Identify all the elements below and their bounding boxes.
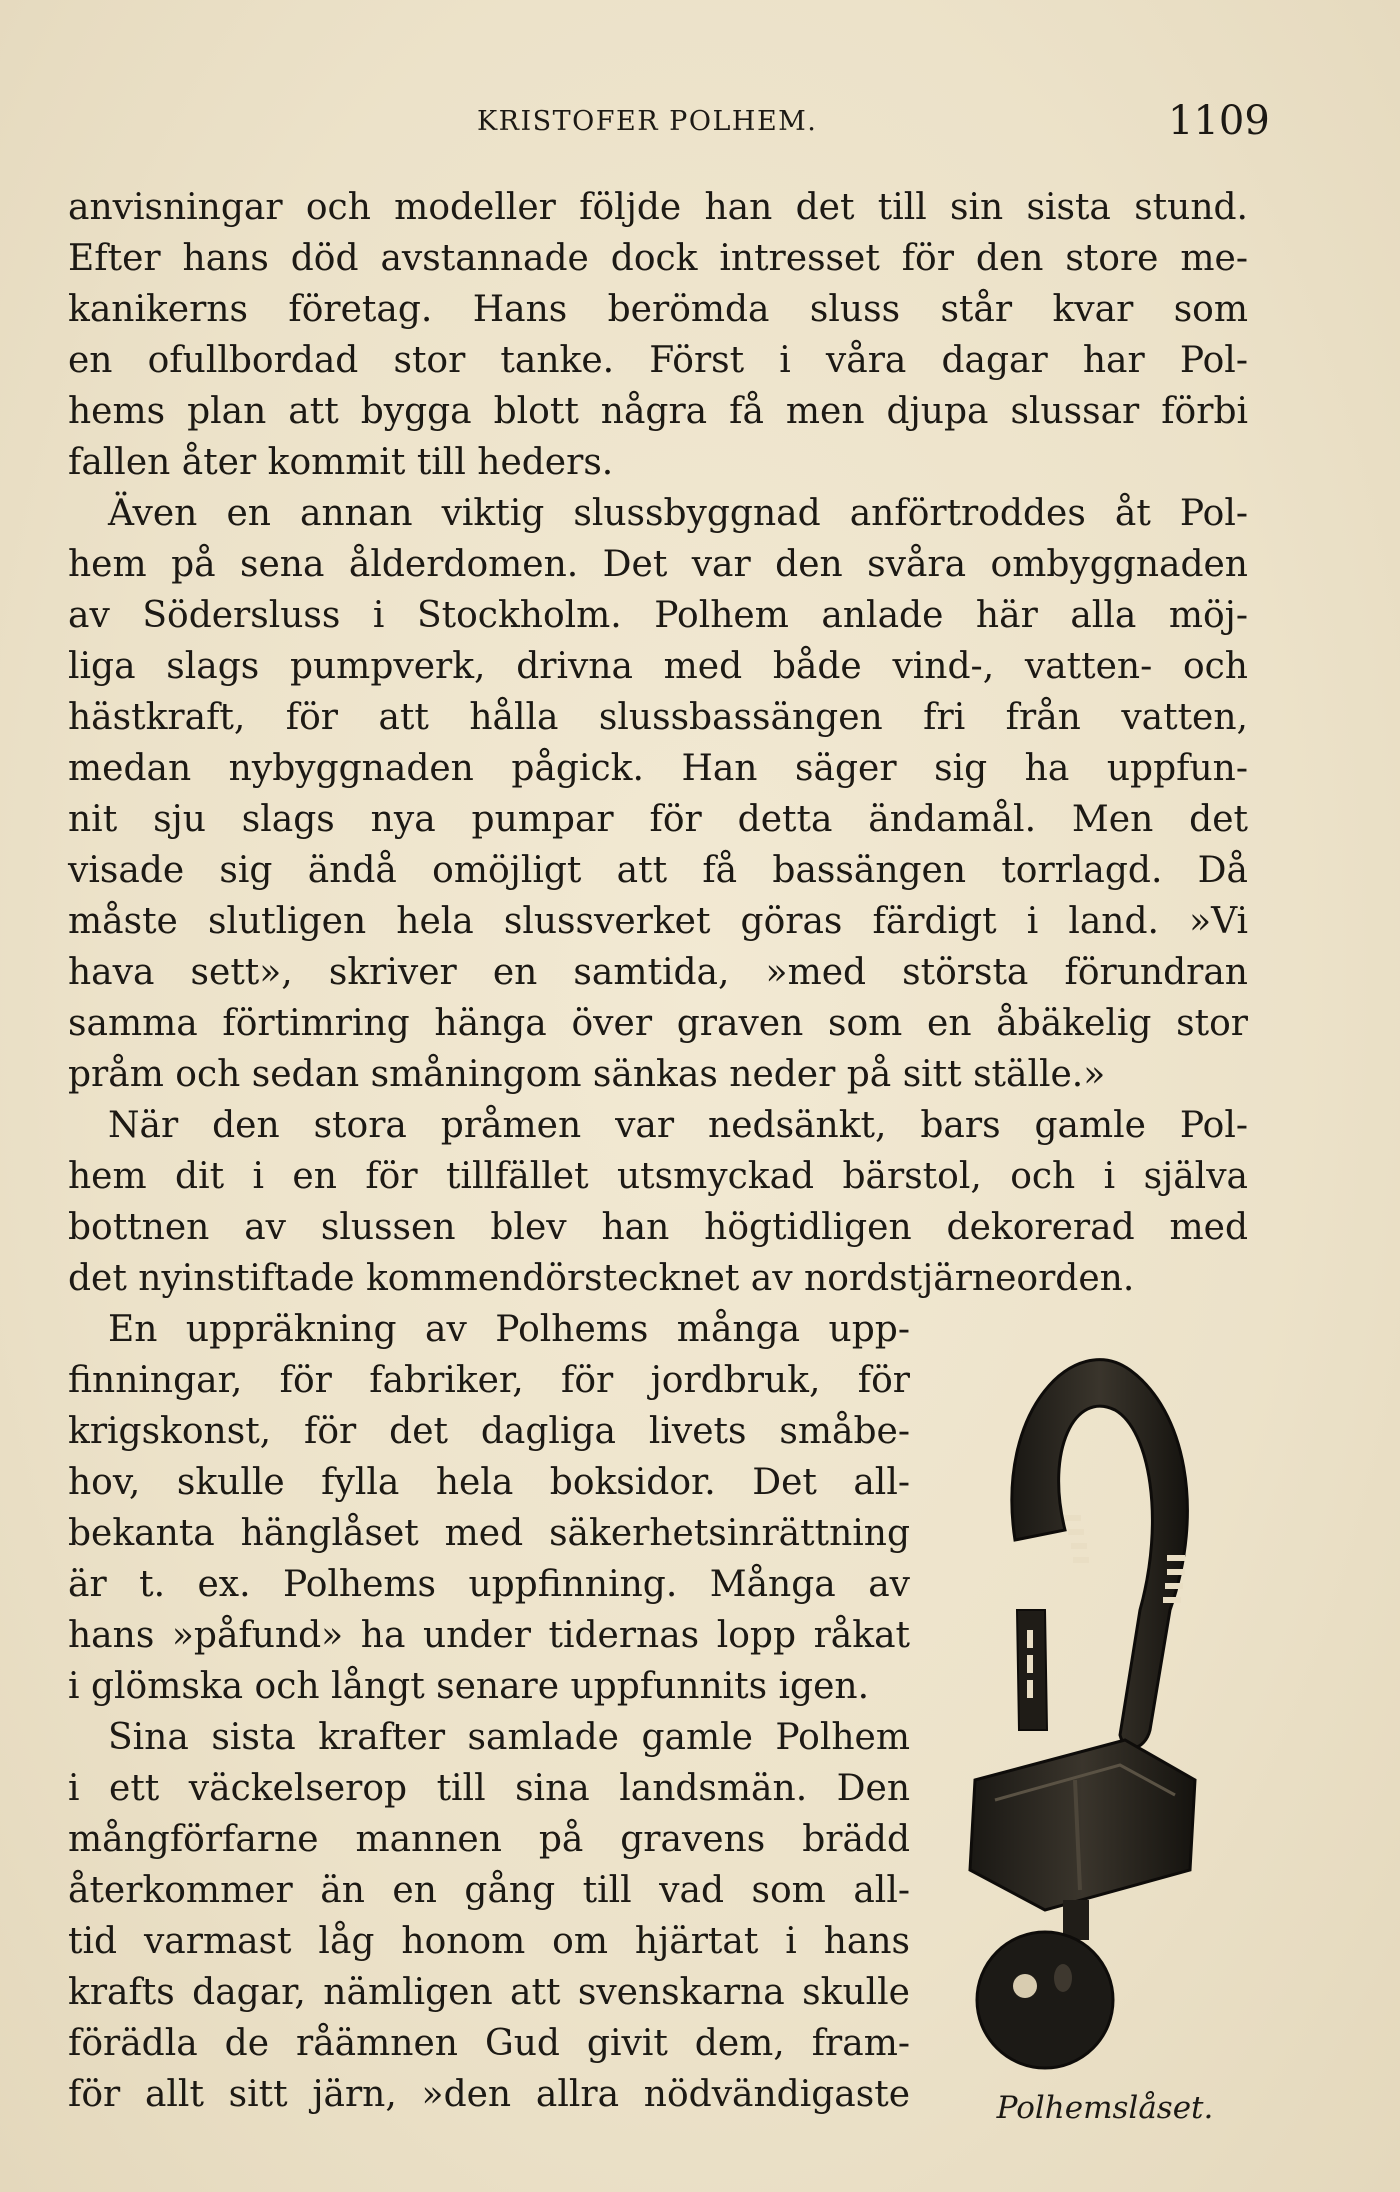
padlock-illustration: [955, 1310, 1255, 2080]
text-line: hem dit i en för tillfället utsmyckad bärstol, och i själva: [68, 1156, 1248, 1197]
text-line: hov, skulle fylla hela boksidor. Det all-: [68, 1462, 910, 1503]
paragraph-5: [68, 1712, 910, 2120]
text-line: krigskonst, för det dagliga livets småbe-: [68, 1411, 910, 1452]
paragraph-2: [68, 488, 1248, 1100]
text-line: för allt sitt järn, »den allra nödvändigaste: [68, 2074, 910, 2115]
lock-neck: [1063, 1900, 1089, 1940]
text-line: visade sig ändå omöjligt att få bassängen torrlagd. Då: [68, 850, 1248, 891]
text-line: bottnen av slussen blev han högtidligen dekorerad med: [68, 1207, 1248, 1248]
text-line: krafts dagar, nämligen att svenskarna skulle: [68, 1972, 910, 2013]
text-line: Även en annan viktig slussbyggnad anförtroddes åt Pol-: [108, 493, 1248, 534]
paragraph-4: [68, 1304, 910, 1712]
text-line: Sina sista krafter samlade gamle Polhem: [108, 1717, 910, 1758]
text-line: medan nybyggnaden pågick. Han säger sig ha uppfun-: [68, 748, 1248, 789]
text-line: finningar, för fabriker, för jordbruk, för: [68, 1360, 910, 1401]
text-line: hans »påfund» ha under tidernas lopp råkat: [68, 1615, 910, 1656]
text-line: När den stora pråmen var nedsänkt, bars gamle Pol-: [108, 1105, 1248, 1146]
text-line: anvisningar och modeller följde han det till sin sista stund.: [68, 187, 1248, 228]
text-line: förädla de råämnen Gud givit dem, fram-: [68, 2023, 910, 2064]
text-line: liga slags pumpverk, drivna med både vind-, vatten- och: [68, 646, 1248, 687]
text-line: i ett väckelserop till sina landsmän. Den: [68, 1768, 910, 1809]
lock-body-shape: [970, 1740, 1195, 1910]
text-line: av Södersluss i Stockholm. Polhem anlade här alla möj-: [68, 595, 1248, 636]
text-line: hava sett», skriver en samtida, »med största förundran: [68, 952, 1248, 993]
lock-knob: [977, 1932, 1113, 2068]
figure-caption: Polhemslåset.: [996, 2090, 1214, 2126]
page-header: [0, 98, 1400, 150]
text-line: hems plan att bygga blott några få men djupa slussar förbi: [68, 391, 1248, 432]
text-line: En uppräkning av Polhems många upp-: [108, 1309, 910, 1350]
text-line: hästkraft, för att hålla slussbassängen fri från vatten,: [68, 697, 1248, 738]
paragraph-3: [68, 1100, 1248, 1304]
text-line: nit sju slags nya pumpar för detta ändamål. Men det: [68, 799, 1248, 840]
text-line: Efter hans död avstannade dock intresset för den store me-: [68, 238, 1248, 279]
text-line: hem på sena ålderdomen. Det var den svåra ombyggnaden: [68, 544, 1248, 585]
text-line: fallen åter kommit till heders.: [68, 442, 614, 483]
text-line: i glömska och långt senare uppfunnits igen.: [68, 1666, 870, 1707]
text-line: återkommer än en gång till vad som all-: [68, 1870, 910, 1911]
paragraph-1: [68, 182, 1248, 488]
text-line: bekanta hänglåset med säkerhetsinrättning: [68, 1513, 910, 1554]
running-title: KRISTOFER POLHEM.: [477, 106, 818, 137]
page-number: 1109: [1168, 98, 1270, 144]
padlock-figure: [955, 1310, 1255, 2126]
text-line: det nyinstiftade kommendörstecknet av nordstjärneorden.: [68, 1258, 1135, 1299]
text-line: är t. ex. Polhems uppfinning. Många av: [68, 1564, 910, 1605]
text-line: samma förtimring hänga över graven som en åbäkelig stor: [68, 1003, 1248, 1044]
text-line: pråm och sedan småningom sänkas neder på sitt ställe.»: [68, 1054, 1106, 1095]
text-line: måste slutligen hela slussverket göras färdigt i land. »Vi: [68, 901, 1248, 942]
text-line: tid varmast låg honom om hjärtat i hans: [68, 1921, 910, 1962]
text-line: mångförfarne mannen på gravens brädd: [68, 1819, 910, 1860]
text-line: kanikerns företag. Hans berömda sluss står kvar som: [68, 289, 1248, 330]
text-line: en ofullbordad stor tanke. Först i våra dagar har Pol-: [68, 340, 1248, 381]
